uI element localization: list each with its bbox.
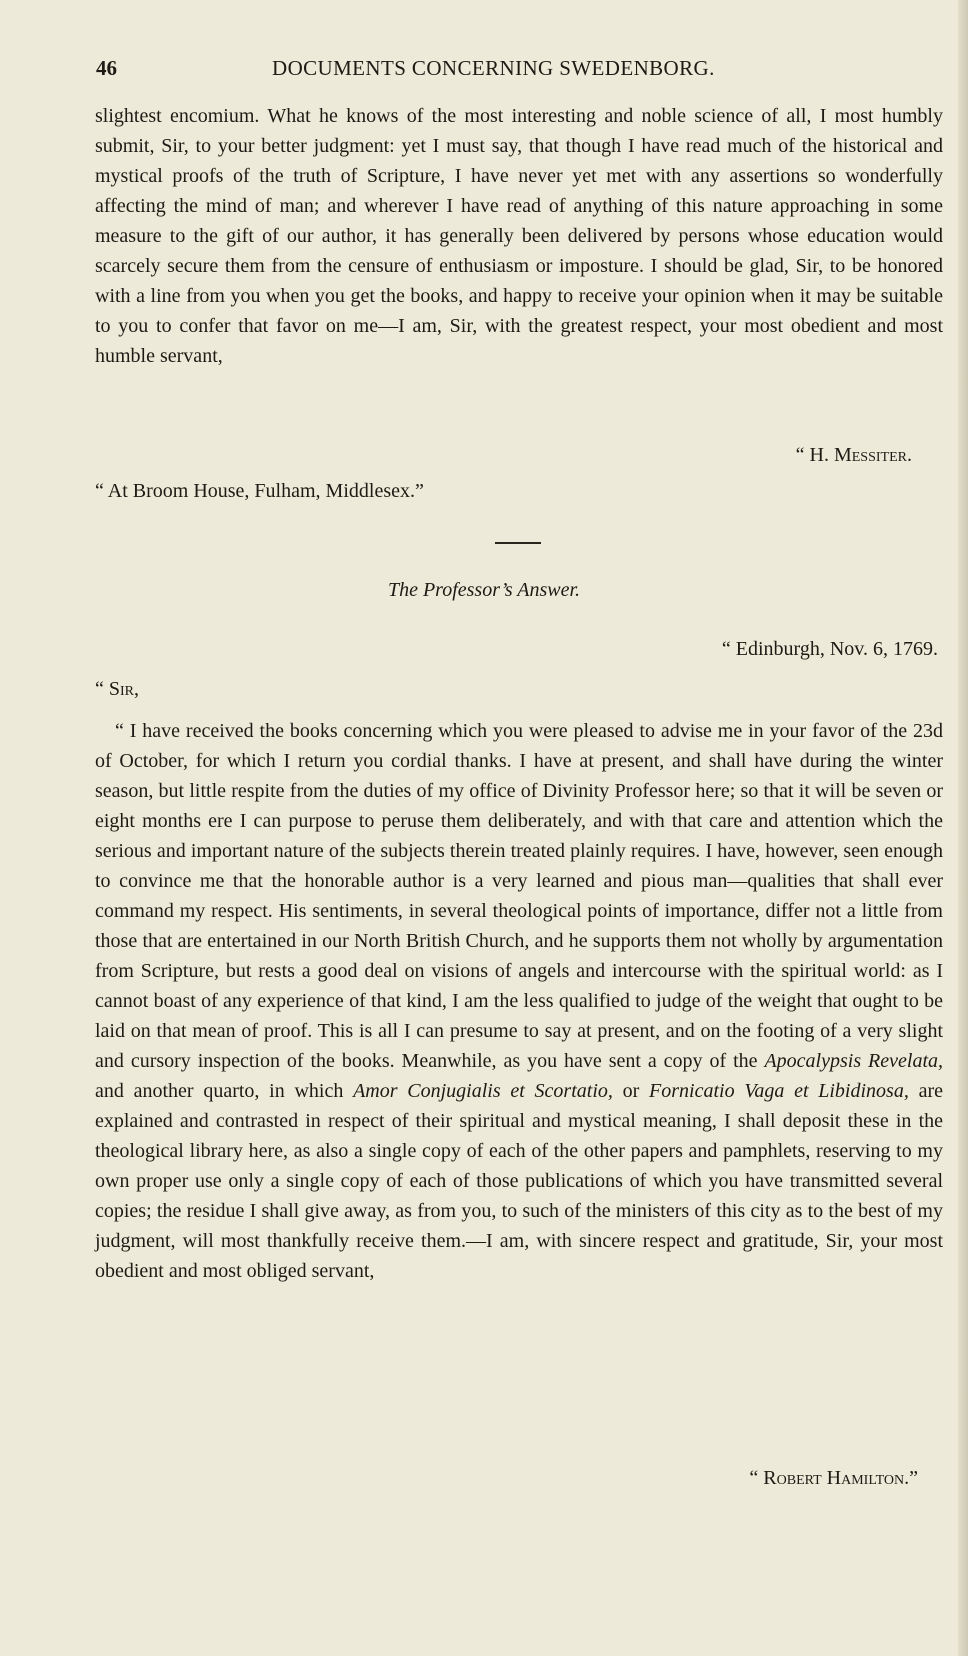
page-number: 46	[96, 56, 117, 80]
address-line: “ At Broom House, Fulham, Middlesex.”	[95, 480, 424, 502]
salutation: “ Sir,	[95, 678, 139, 700]
title-fornicatio: Fornicatio Vaga et Libidinosa,	[649, 1080, 909, 1102]
letter-body-hamilton	[95, 716, 943, 1286]
body-text: or	[612, 1080, 650, 1102]
body-text: and another quarto, in which	[95, 1080, 354, 1102]
signature-hamilton: “ Robert Hamilton.”	[749, 1467, 918, 1489]
page-header	[96, 56, 768, 86]
letter-body-messiter: slightest encomium. What he knows of the most interesting and noble science of all, I most humbly submit, Sir, to your better judgment: yet I must say, that though I have read much of the historical and mystical proofs of the truth of Scripture, I have never yet met with any assertions so wonderfully affecting the mind of man; and wherever I have read of anything of this nature approaching in some measure to the gift of our author, it has generally been delivered by persons whose education would scarcely secure them from the censure of enthusiasm or imposture. I should be glad, Sir, to be honored with a line from you when you get the books, and happy to receive your opinion when it may be suitable to you to confer that favor on me—I am, Sir, with the greatest respect, your most obedient and most humble servant,	[95, 105, 943, 367]
section-divider	[495, 542, 541, 544]
dateline: “ Edinburgh, Nov. 6, 1769.	[721, 638, 938, 660]
title-amor-conjugialis: Amor Conjugialis et Scortatio,	[353, 1080, 613, 1102]
signature-messiter: “ H. Messiter.	[795, 444, 912, 466]
body-text: “ I have received the books concerning which you were pleased to advise me in your favor of the 23d of October, for which I return you cordial thanks. I have at present, and shall have during the winter season, but little respite from the duties of my office of Divinity Professor here; so that it will be seven or eight months ere I can purpose to peruse them deliberately, and with that care and attention which the serious and important nature of the subjects therein treated plainly requires. I have, however, seen enough to convince me that the honorable author is a very learned and pious man—qualities that shall ever command my respect. His sentiments, in several theological points of importance, differ not a little from those that are entertained in our North British Church, and he supports them not wholly by argumentation from Scripture, but rests a good deal on visions of angels and intercourse with the spiritual world: as I cannot boast of any experience of that kind, I am the less qualified to judge of the weight that ought to be laid on that mean of proof. This is all I can presume to say at present, and on the footing of a very slight and cursory inspection of the books. Meanwhile, as you have sent a copy of the	[95, 720, 943, 1072]
body-text: are explained and contrasted in respect of their spiritual and mystical meaning, I shall deposit these in the theological library here, as also a single copy of each of the other papers and pamphlets, reserving to my own proper use only a single copy of each of those publications of which you have transmitted several copies; the residue I shall give away, as from you, to such of the ministers of this city as to the best of my judgment, will most thankfully receive them.—I am, with sincere respect and gratitude, Sir, your most obedient and most obliged servant,	[95, 1080, 944, 1282]
title-apocalypsis: Apocalypsis Revelata,	[764, 1050, 944, 1072]
page-edge-shadow	[958, 0, 968, 1656]
running-title: DOCUMENTS CONCERNING SWEDENBORG.	[272, 56, 715, 80]
section-title: The Professor’s Answer.	[387, 579, 581, 601]
